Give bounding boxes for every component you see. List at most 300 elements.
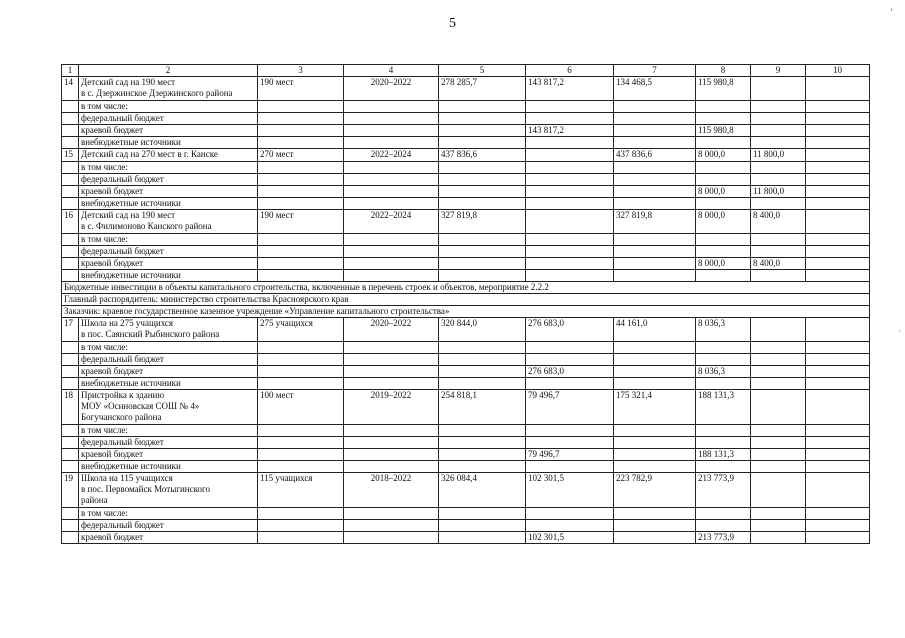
object-row [62,318,870,342]
value-col8: 8 036,3 [696,366,751,378]
empty-cell [344,354,439,366]
empty-cell [344,258,439,270]
object-name-line: Школа на 115 учащихся [81,473,173,483]
empty-cell [258,378,344,390]
subline-label: федеральный бюджет [79,354,258,366]
object-row [62,473,870,508]
page-number: 5 [449,16,456,31]
object-name-line: Детский сад на 190 мест [81,210,176,220]
section-text: Бюджетные инвестиции в объекты капитального строительства, включенные в перечень строек и объектов, мероприятие 2.2.2 [62,282,870,294]
value-col8: 115 980,8 [696,125,751,137]
empty-cell [344,449,439,461]
empty-cell [344,366,439,378]
empty-cell [62,186,79,198]
empty-cell [439,532,526,544]
column-number-row [62,65,870,77]
object-name [79,210,258,234]
value-col8: 213 773,9 [696,473,751,508]
value-col8 [696,437,751,449]
value-col9 [751,390,806,425]
value-col6 [526,342,614,354]
object-capacity: 100 мест [258,390,344,425]
subline-row [62,461,870,473]
empty-cell [62,354,79,366]
value-col9 [751,162,806,174]
subline-label: федеральный бюджет [79,520,258,532]
empty-cell [62,378,79,390]
value-col10 [806,390,870,425]
empty-cell [258,198,344,210]
empty-cell [258,125,344,137]
subline-label: внебюджетные источники [79,378,258,390]
empty-cell [614,342,696,354]
budget-table-wrap [61,64,869,544]
value-col6: 276 683,0 [526,318,614,342]
value-col9 [751,125,806,137]
object-name-line: Детский сад на 270 мест в г. Канске [81,149,218,159]
value-col8: 213 773,9 [696,532,751,544]
column-number: 7 [614,65,696,77]
subline-row [62,437,870,449]
subline-label: федеральный бюджет [79,113,258,125]
subline-row [62,246,870,258]
column-number: 3 [258,65,344,77]
empty-cell [806,449,870,461]
object-name-line: Детский сад на 190 мест [81,77,176,87]
empty-cell [62,437,79,449]
value-col9 [751,113,806,125]
value-col9 [751,354,806,366]
empty-cell [258,174,344,186]
value-col8: 8 000,0 [696,186,751,198]
object-number: 14 [62,77,79,101]
empty-cell [258,425,344,437]
subline-label: краевой бюджет [79,258,258,270]
value-col9 [751,437,806,449]
object-name [79,318,258,342]
empty-cell [614,520,696,532]
value-col8 [696,246,751,258]
subline-label: краевой бюджет [79,125,258,137]
empty-cell [439,378,526,390]
empty-cell [614,378,696,390]
subline-label: в том числе: [79,425,258,437]
empty-cell [344,125,439,137]
object-row [62,210,870,234]
value-col8 [696,162,751,174]
object-period: 2020–2022 [344,318,439,342]
value-col6 [526,198,614,210]
scan-mark: › [890,4,893,14]
section-row [62,294,870,306]
empty-cell [344,508,439,520]
column-number: 9 [751,65,806,77]
empty-cell [62,520,79,532]
subline-row [62,174,870,186]
empty-cell [258,354,344,366]
empty-cell [258,258,344,270]
empty-cell [806,270,870,282]
object-name-line: в с. Дзержинское Дзержинского района [81,88,233,98]
empty-cell [258,449,344,461]
value-col8: 8 000,0 [696,210,751,234]
value-col6 [526,437,614,449]
empty-cell [62,342,79,354]
empty-cell [62,113,79,125]
empty-cell [344,137,439,149]
object-period: 2022–2024 [344,210,439,234]
empty-cell [439,186,526,198]
subline-row [62,520,870,532]
value-col8: 8 036,3 [696,318,751,342]
value-col6 [526,174,614,186]
value-col8 [696,508,751,520]
value-col8: 188 131,3 [696,449,751,461]
empty-cell [62,366,79,378]
value-col9 [751,342,806,354]
empty-cell [439,354,526,366]
empty-cell [62,532,79,544]
subline-label: краевой бюджет [79,449,258,461]
value-col6 [526,270,614,282]
empty-cell [439,113,526,125]
value-col9 [751,77,806,101]
value-col5: 327 819,8 [439,210,526,234]
empty-cell [344,186,439,198]
empty-cell [439,425,526,437]
empty-cell [258,270,344,282]
value-col6 [526,354,614,366]
empty-cell [62,449,79,461]
object-number: 17 [62,318,79,342]
value-col8 [696,198,751,210]
subline-row [62,425,870,437]
empty-cell [439,198,526,210]
empty-cell [806,246,870,258]
empty-cell [614,162,696,174]
value-col9 [751,198,806,210]
value-col6: 102 301,5 [526,473,614,508]
empty-cell [439,508,526,520]
empty-cell [614,186,696,198]
object-name [79,77,258,101]
value-col8 [696,425,751,437]
empty-cell [614,174,696,186]
value-col10 [806,473,870,508]
value-col8: 188 131,3 [696,390,751,425]
empty-cell [344,437,439,449]
empty-cell [439,101,526,113]
subline-label: краевой бюджет [79,186,258,198]
column-number: 2 [79,65,258,77]
section-row [62,282,870,294]
empty-cell [62,425,79,437]
object-name-line: Богучанского района [81,412,162,422]
subline-label: краевой бюджет [79,366,258,378]
empty-cell [806,113,870,125]
empty-cell [62,101,79,113]
subline-row [62,198,870,210]
value-col5: 278 285,7 [439,77,526,101]
empty-cell [258,234,344,246]
object-number: 19 [62,473,79,508]
empty-cell [439,270,526,282]
empty-cell [258,461,344,473]
value-col8 [696,174,751,186]
value-col6 [526,162,614,174]
empty-cell [62,461,79,473]
subline-row [62,162,870,174]
value-col6: 143 817,2 [526,125,614,137]
subline-label: федеральный бюджет [79,174,258,186]
empty-cell [614,101,696,113]
empty-cell [614,137,696,149]
column-number: 4 [344,65,439,77]
subline-row [62,342,870,354]
value-col8: 115 980,8 [696,77,751,101]
object-number: 15 [62,149,79,162]
column-number: 8 [696,65,751,77]
subline-row [62,270,870,282]
object-period: 2022–2024 [344,149,439,162]
empty-cell [344,246,439,258]
empty-cell [344,162,439,174]
empty-cell [62,125,79,137]
empty-cell [614,113,696,125]
empty-cell [258,113,344,125]
value-col7: 437 836,6 [614,149,696,162]
value-col9: 8 400,0 [751,258,806,270]
empty-cell [806,101,870,113]
value-col6 [526,186,614,198]
empty-cell [806,532,870,544]
empty-cell [806,437,870,449]
empty-cell [806,520,870,532]
value-col7: 175 321,4 [614,390,696,425]
object-name-line: Пристройка к зданию [81,390,165,400]
object-period: 2019–2022 [344,390,439,425]
subline-row [62,354,870,366]
subline-row [62,449,870,461]
subline-label: внебюджетные источники [79,198,258,210]
value-col9 [751,461,806,473]
empty-cell [344,174,439,186]
column-number: 1 [62,65,79,77]
empty-cell [806,378,870,390]
column-number: 5 [439,65,526,77]
empty-cell [806,461,870,473]
value-col9 [751,520,806,532]
value-col6 [526,425,614,437]
value-col9 [751,366,806,378]
empty-cell [439,437,526,449]
object-name [79,149,258,162]
empty-cell [62,258,79,270]
object-row [62,390,870,425]
value-col9 [751,101,806,113]
object-name-line: в пос. Саянский Рыбинского района [81,329,220,339]
object-name [79,390,258,425]
empty-cell [614,532,696,544]
value-col8 [696,270,751,282]
value-col8 [696,342,751,354]
object-capacity: 275 учащихся [258,318,344,342]
empty-cell [806,186,870,198]
value-col6 [526,508,614,520]
value-col9: 8 400,0 [751,210,806,234]
value-col6 [526,246,614,258]
empty-cell [258,508,344,520]
object-row [62,149,870,162]
empty-cell [614,246,696,258]
empty-cell [439,342,526,354]
subline-label: в том числе: [79,342,258,354]
empty-cell [258,366,344,378]
empty-cell [258,532,344,544]
subline-row [62,101,870,113]
empty-cell [62,162,79,174]
subline-label: в том числе: [79,234,258,246]
empty-cell [614,234,696,246]
subline-label: внебюджетные источники [79,137,258,149]
empty-cell [439,366,526,378]
section-row [62,306,870,318]
empty-cell [806,137,870,149]
value-col9: 11 800,0 [751,149,806,162]
value-col8: 8 000,0 [696,149,751,162]
subline-label: федеральный бюджет [79,246,258,258]
subline-label: в том числе: [79,101,258,113]
value-col10 [806,210,870,234]
empty-cell [439,246,526,258]
value-col6 [526,234,614,246]
empty-cell [344,234,439,246]
value-col6 [526,149,614,162]
section-text: Заказчик: краевое государственное казенное учреждение «Управление капитального строительства» [62,306,870,318]
object-capacity: 270 мест [258,149,344,162]
value-col7: 134 468,5 [614,77,696,101]
empty-cell [344,270,439,282]
value-col5: 326 084,4 [439,473,526,508]
subline-label: в том числе: [79,508,258,520]
empty-cell [614,437,696,449]
empty-cell [258,342,344,354]
value-col9 [751,378,806,390]
subline-label: внебюджетные источники [79,461,258,473]
value-col9 [751,246,806,258]
value-col7: 223 782,9 [614,473,696,508]
empty-cell [439,174,526,186]
subline-row [62,508,870,520]
value-col9: 11 800,0 [751,186,806,198]
empty-cell [344,113,439,125]
empty-cell [806,125,870,137]
value-col8 [696,113,751,125]
empty-cell [258,520,344,532]
value-col9 [751,532,806,544]
object-capacity: 190 мест [258,77,344,101]
empty-cell [344,198,439,210]
empty-cell [62,137,79,149]
value-col10 [806,77,870,101]
empty-cell [614,354,696,366]
value-col6 [526,258,614,270]
object-name-line: МОУ «Осиновская СОШ № 4» [81,401,200,411]
object-name-line: Школа на 275 учащихся [81,318,174,328]
empty-cell [258,162,344,174]
value-col6 [526,461,614,473]
value-col6 [526,137,614,149]
value-col5: 254 818,1 [439,390,526,425]
subline-row [62,113,870,125]
empty-cell [806,258,870,270]
value-col6 [526,378,614,390]
empty-cell [806,162,870,174]
empty-cell [806,234,870,246]
object-row [62,77,870,101]
object-number: 16 [62,210,79,234]
object-name-line: в пос. Первомайск Мотыгинского [81,484,210,494]
empty-cell [614,425,696,437]
empty-cell [62,234,79,246]
value-col8 [696,354,751,366]
empty-cell [614,198,696,210]
empty-cell [258,101,344,113]
empty-cell [806,174,870,186]
empty-cell [614,366,696,378]
empty-cell [258,246,344,258]
empty-cell [806,508,870,520]
value-col8 [696,461,751,473]
value-col6 [526,113,614,125]
empty-cell [439,258,526,270]
object-name-line: района [81,495,108,505]
empty-cell [439,449,526,461]
empty-cell [62,508,79,520]
value-col8 [696,520,751,532]
empty-cell [806,366,870,378]
value-col6 [526,520,614,532]
empty-cell [614,461,696,473]
value-col9 [751,508,806,520]
empty-cell [258,186,344,198]
empty-cell [62,270,79,282]
value-col9 [751,174,806,186]
empty-cell [439,461,526,473]
object-number: 18 [62,390,79,425]
value-col9 [751,318,806,342]
object-period: 2020–2022 [344,77,439,101]
object-capacity: 115 учащихся [258,473,344,508]
empty-cell [614,449,696,461]
value-col9 [751,234,806,246]
value-col10 [806,318,870,342]
empty-cell [344,532,439,544]
empty-cell [62,246,79,258]
empty-cell [806,425,870,437]
value-col6: 79 496,7 [526,390,614,425]
value-col7: 327 819,8 [614,210,696,234]
object-period: 2018–2022 [344,473,439,508]
empty-cell [344,520,439,532]
object-capacity: 190 мест [258,210,344,234]
empty-cell [614,258,696,270]
value-col7: 44 161,0 [614,318,696,342]
value-col5: 320 844,0 [439,318,526,342]
empty-cell [614,508,696,520]
subline-row [62,137,870,149]
subline-row [62,125,870,137]
